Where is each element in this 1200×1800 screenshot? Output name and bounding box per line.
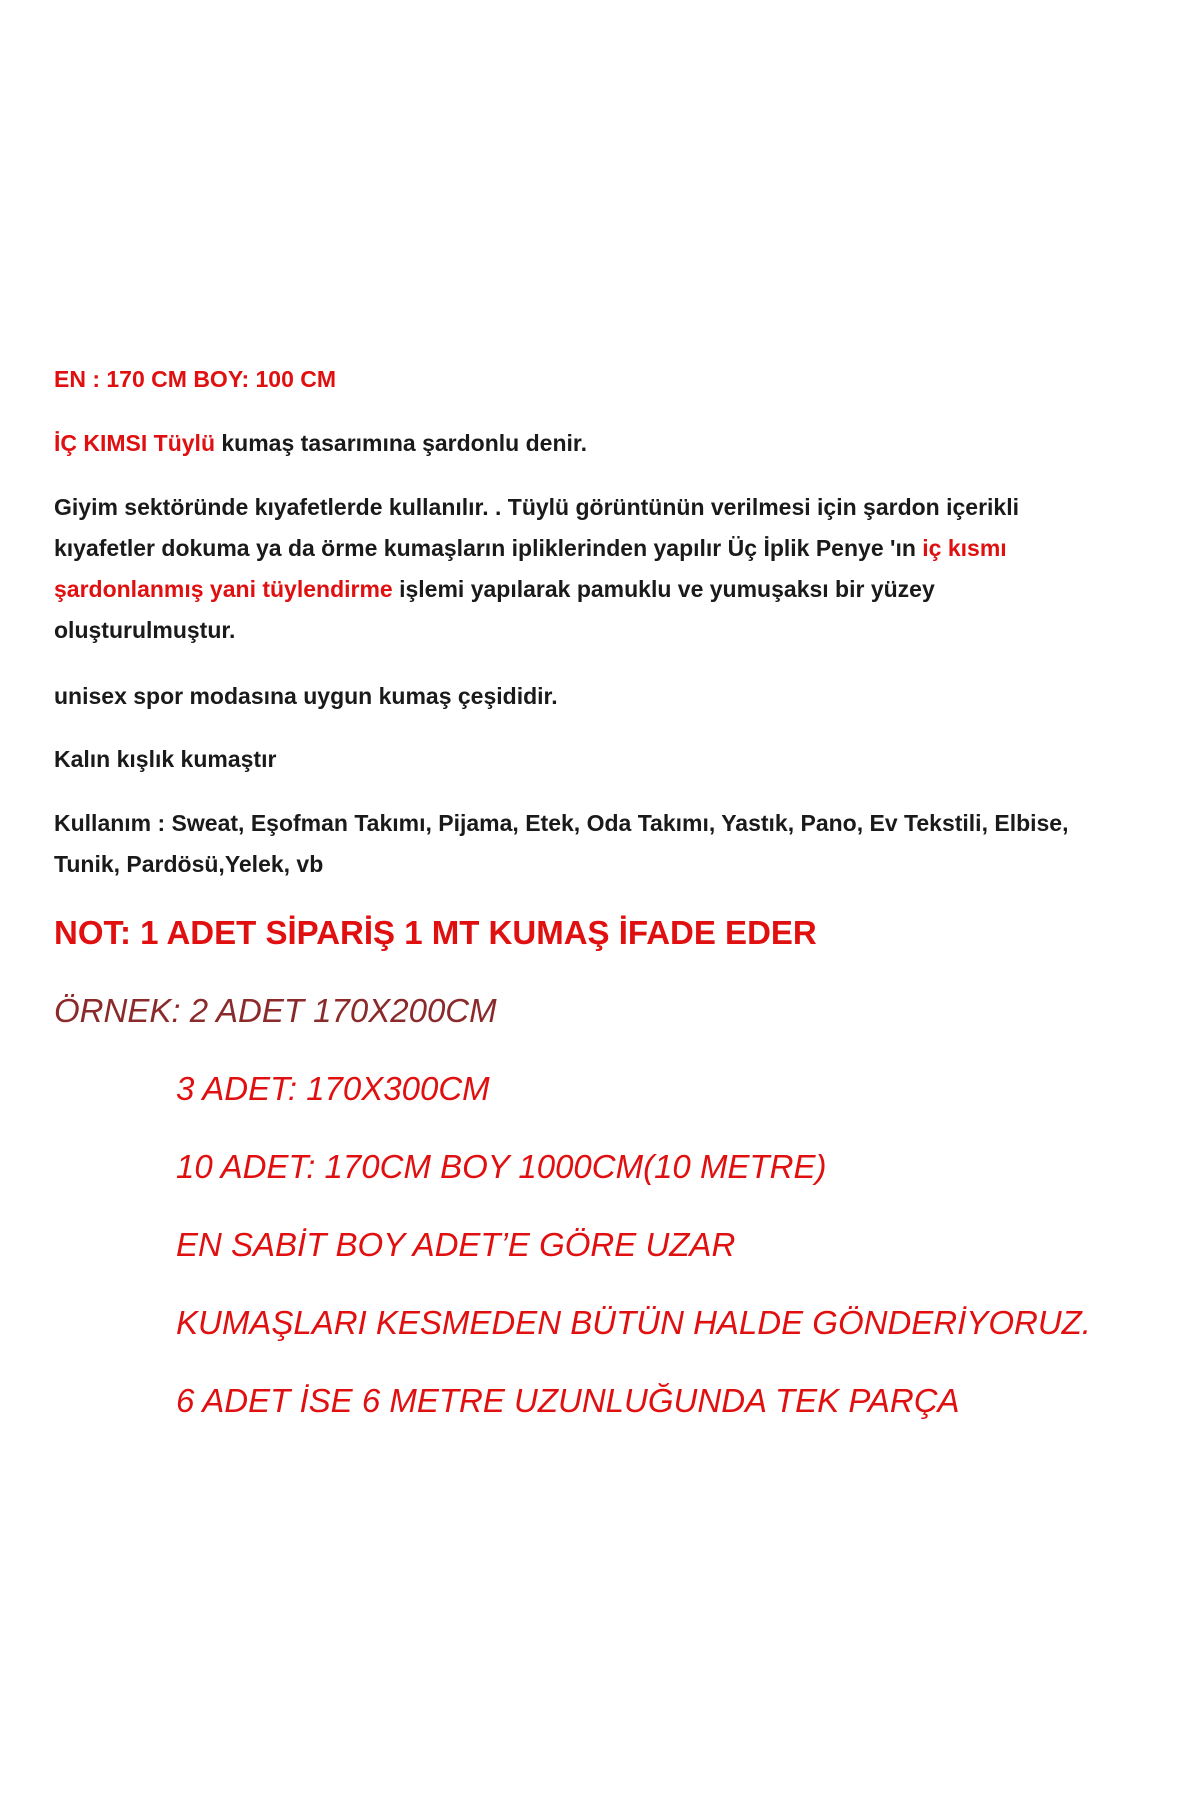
example-first-line: ÖRNEK: 2 ADET 170X200CM [54,992,497,1029]
description-line-4: oluşturulmuştur. [54,617,236,643]
intro-rest: kumaş tasarımına şardonlu denir. [215,430,587,456]
winter-text: Kalın kışlık kumaştır [54,746,277,772]
description-line-2-red: iç kısmı [922,535,1007,561]
example-line: 10 ADET: 170CM BOY 1000CM(10 METRE) [176,1148,827,1185]
description-line-3-red: şardonlanmış yani tüylendirme [54,576,393,602]
intro-paragraph [54,430,587,457]
example-line: EN SABİT BOY ADET’E GÖRE UZAR [176,1226,736,1263]
description-line-3-plain: işlemi yapılarak pamuklu ve yumuşaksı bir yüzey [392,576,935,602]
unisex-text: unisex spor modasına uygun kumaş çeşididir. [54,683,558,709]
example-line: 3 ADET: 170X300CM [176,1070,490,1107]
description-line-2 [54,535,1007,562]
usage-line-2: Tunik, Pardösü,Yelek, vb [54,851,324,877]
usage-line-1: Kullanım : Sweat, Eşofman Takımı, Pijama, Etek, Oda Takımı, Yastık, Pano, Ev Tekstili, Elbise, [54,810,1069,836]
description-line-1: Giyim sektöründe kıyafetlerde kullanılır. . Tüylü görüntünün verilmesi için şardon içerikli [54,494,1019,520]
order-note: NOT: 1 ADET SİPARİŞ 1 MT KUMAŞ İFADE EDER [54,914,817,951]
description-line-2-plain: kıyafetler dokuma ya da örme kumaşların ipliklerinden yapılır Üç İplik Penye 'ın [54,535,923,561]
dimensions-text: EN : 170 CM BOY: 100 CM [54,366,337,392]
description-line-3 [54,576,935,603]
intro-highlight: İÇ KIMSI Tüylü [54,430,215,456]
example-line: 6 ADET İSE 6 METRE UZUNLUĞUNDA TEK PARÇA [176,1382,960,1419]
example-line: KUMAŞLARI KESMEDEN BÜTÜN HALDE GÖNDERİYORUZ. [176,1304,1091,1341]
